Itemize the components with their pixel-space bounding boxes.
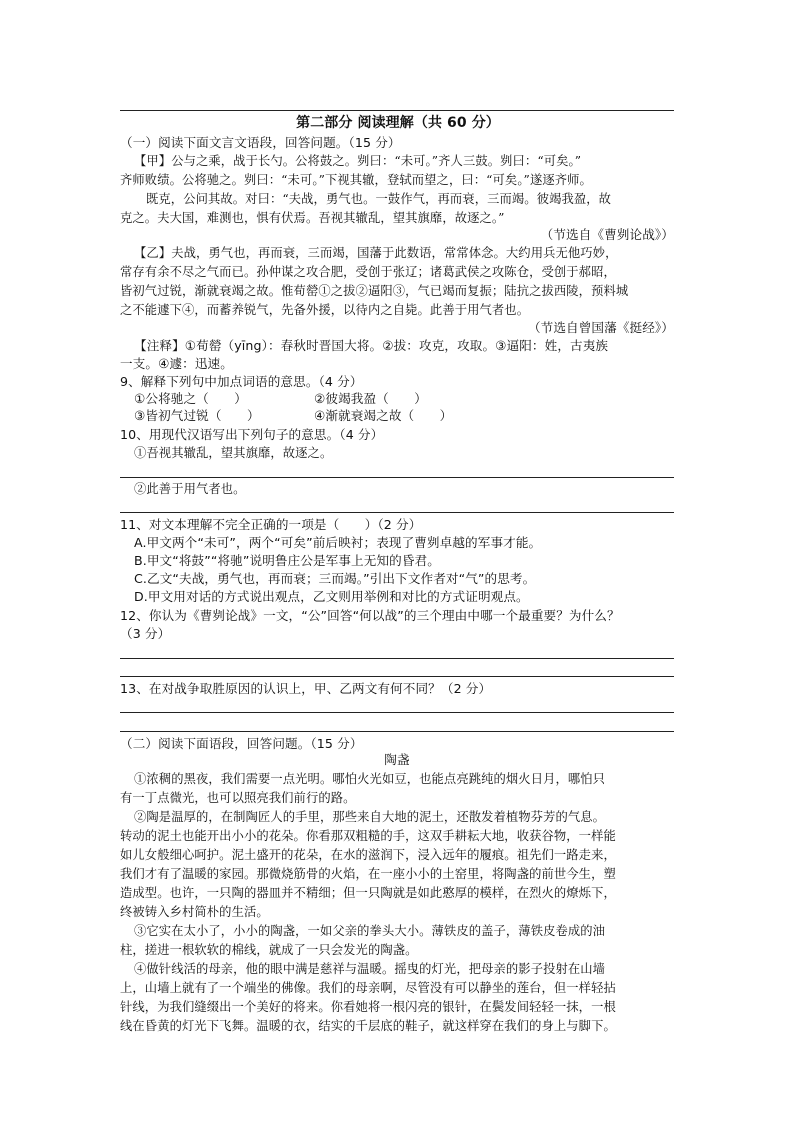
notes-line-1: 【注释】①荀罃（yīng）：春秋时晋国大将。②拔：攻克，攻取。③逼阳：姓，古夷族	[134, 338, 609, 353]
article-line: 终被铸入乡村简朴的生活。	[120, 905, 269, 919]
jia-line-4: 克之。夫大国，难测也，惧有伏焉。吾视其辙乱，望其旗靡，故逐之。”	[120, 211, 505, 225]
q10-sentence-2: ②此善于用气者也。	[134, 482, 246, 496]
article-line: 有一丁点微光，也可以照亮我们前行的路。	[120, 791, 356, 805]
answer-line[interactable]	[120, 712, 674, 713]
jia-line-1: 【甲】公与之乘，战于长勺。公将鼓之。刿曰：“未可。”齐人三鼓。刿曰：“可矣。”	[134, 154, 582, 168]
q12-stem-line-2: （3 分）	[120, 626, 171, 641]
article-line: 线在昏黄的灯光下飞舞。温暖的衣，结实的千层底的鞋子，就这样穿在我们的身上与脚下。	[120, 1019, 616, 1033]
q11-option-b[interactable]: B.甲文“将鼓”“将驰”说明鲁庄公是军事上无知的昏君。	[134, 553, 440, 568]
top-rule	[120, 110, 674, 111]
jia-line-3: 既克，公问其故。对曰：“夫战，勇气也。一鼓作气，再而衰，三而竭。彼竭我盈，故	[146, 192, 612, 206]
article-line: ②陶是温厚的，在制陶匠人的手里，那些来自大地的泥土，还散发着植物芬芳的气息。	[134, 810, 606, 824]
yi-line-3: 皆初气过锐，渐就衰竭之故。惟荀罃①之拔②逼阳③，气已竭而复振；陆抗之拔西陵，预料城	[120, 284, 629, 298]
section2-heading: （二）阅读下面语段，回答问题。（15 分）	[120, 736, 363, 751]
yi-line-2: 常存有余不尽之气而已。孙仲谋之攻合肥，受创于张辽；诸葛武侯之攻陈仓，受创于郝昭，	[120, 265, 616, 279]
article-line: 上，山墙上就有了一个端坐的佛像。我们的母亲啊，尽管没有可以静坐的莲台，但一样轻拈	[120, 981, 616, 995]
q10-sentence-1: ①吾视其辙乱，望其旗靡，故逐之。	[134, 446, 333, 460]
q9-stem: 9、解释下列句中加点词语的意思。（4 分）	[120, 374, 363, 389]
part-title: 第二部分 阅读理解（共 60 分）	[296, 115, 500, 131]
article-line: ③它实在太小了，小小的陶盏，一如父亲的拳头大小。薄铁皮的盖子，薄铁皮卷成的油	[134, 924, 606, 938]
jia-line-2: 齐师败绩。公将驰之。刿曰：“未可。”下视其辙，登轼而望之，曰：“可矣。”遂逐齐师。	[120, 173, 592, 187]
q13-stem: 13、在对战争取胜原因的认识上，甲、乙两文有何不同？（2 分）	[120, 681, 492, 696]
q11-option-c[interactable]: C.乙文“夫战，勇气也，再而衰；三而竭。”引出下文作者对“气”的思考。	[134, 571, 536, 586]
q9-option-3[interactable]: ③皆初气过锐（ ）	[134, 408, 260, 423]
q11-stem: 11、对文本理解不完全正确的一项是（ ）（2 分）	[120, 517, 422, 532]
answer-line[interactable]	[120, 477, 674, 478]
q10-stem: 10、用现代汉语写出下列句子的意思。（4 分）	[120, 427, 384, 442]
yi-source: （节选自曾国藩《挺经》）	[527, 320, 674, 335]
article-line: ④做针线活的母亲，他的眼中满是慈祥与温暖。摇曳的灯光，把母亲的影子投射在山墙	[134, 962, 606, 976]
yi-line-4: 之不能遽下④，而蓄养锐气，先备外援，以待内之自毙。此善于用气者也。	[120, 303, 530, 317]
q9-option-4[interactable]: ④渐就衰竭之故（ ）	[314, 408, 453, 423]
q11-option-d[interactable]: D.甲文用对话的方式说出观点，乙文则用举例和对比的方式证明观点。	[134, 589, 529, 604]
yi-line-1: 【乙】夫战，勇气也，再而衰，三而竭，国藩于此数语，常常体念。大约用兵无他巧妙，	[134, 246, 618, 260]
answer-line[interactable]	[120, 658, 674, 659]
q9-row-1	[120, 390, 690, 408]
q9-option-1[interactable]: ①公将驰之（ ）	[134, 391, 247, 406]
article-line: 转动的泥土也能开出小小的花朵。你看那双粗糙的手，这双手耕耘大地，收获谷物，一样能	[120, 829, 616, 843]
notes-line-2: 一支。④遽：迅速。	[120, 356, 233, 371]
q12-stem-line-1: 12、你认为《曹刿论战》一文，“公”回答“何以战”的三个理由中哪一个最重要？为什么？	[120, 608, 620, 623]
answer-line[interactable]	[120, 676, 674, 677]
article-title: 陶盏	[384, 752, 410, 767]
q11-option-a[interactable]: A.甲文两个“未可”，两个“可矣”前后映衬；表现了曹刿卓越的军事才能。	[134, 535, 542, 550]
article-line: 柱，搓进一根软软的棉线，就成了一只会发光的陶盏。	[120, 943, 418, 957]
jia-source: （节选自《曹刿论战》）	[540, 227, 674, 242]
article-line: 我们才有了温暖的家园。那微烧筋骨的火焰，在一座小小的土窑里，将陶盏的前世今生，塑	[120, 867, 616, 881]
article-line: 针线，为我们缝缀出一个美好的将来。你看她将一根闪亮的银针，在鬓发间轻轻一抹，一根	[120, 1000, 616, 1014]
article-line: ①浓稠的黑夜，我们需要一点光明。哪怕火光如豆，也能点亮跳纯的烟火日月，哪怕只	[134, 772, 606, 786]
article-line: 如儿女般细心呵护。泥土盛开的花朵，在水的滋润下，浸入远年的履痕。祖先们一路走来，	[120, 848, 616, 862]
q9-row-2	[120, 407, 690, 425]
answer-line[interactable]	[120, 512, 674, 513]
answer-line[interactable]	[120, 731, 674, 732]
section1-heading: （一）阅读下面文言文语段，回答问题。（15 分）	[120, 135, 401, 150]
article-line: 造成型。也许，一只陶的器皿并不精细；但一只陶就是如此憨厚的模样，在烈火的燎烁下，	[120, 886, 616, 900]
q9-option-2[interactable]: ②彼竭我盈（ ）	[314, 391, 427, 406]
